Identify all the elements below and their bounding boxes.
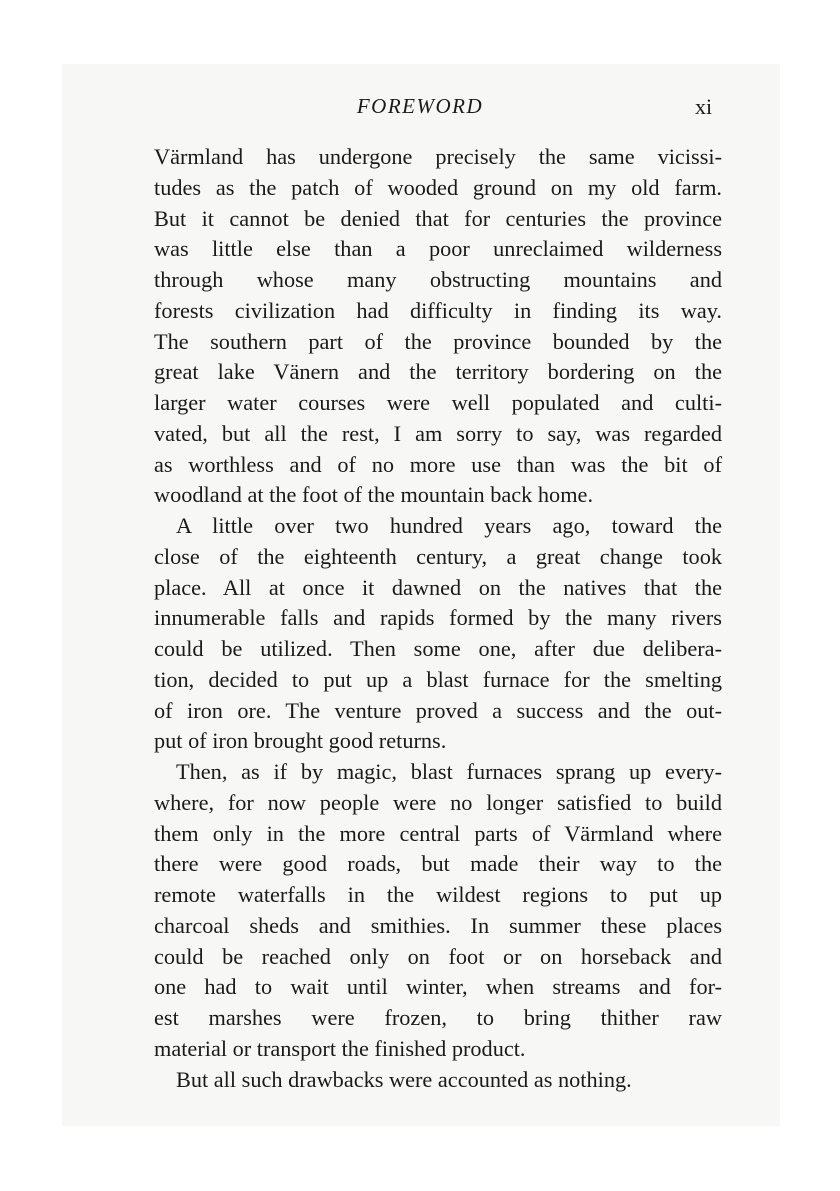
text-line: The southern part of the province bounded by the xyxy=(154,328,722,354)
text-line: tion, decided to put up a blast furnace for the smelting xyxy=(154,666,722,692)
text-line: through whose many obstructing mountains and xyxy=(154,267,722,292)
text-line: woodland at the foot of the mountain back home. xyxy=(154,482,594,508)
text-line: put of iron brought good returns. xyxy=(154,728,447,754)
text-line: tudes as the patch of wooded ground on my old farm. xyxy=(154,174,722,200)
paragraph xyxy=(154,142,722,511)
text-line: as worthless and of no more use than was the bit of xyxy=(154,451,722,477)
text-line: Then, as if by magic, blast furnaces sprang up every- xyxy=(176,759,722,784)
text-line: But all such drawbacks were accounted as nothing. xyxy=(176,1066,632,1092)
text-line: est marshes were frozen, to bring thither raw xyxy=(154,1005,722,1030)
text-line: larger water courses were well populated and culti- xyxy=(154,390,722,415)
running-title: FOREWORD xyxy=(356,94,484,118)
text-line: A little over two hundred years ago, toward the xyxy=(176,513,722,538)
text-line: place. All at once it dawned on the natives that the xyxy=(154,574,722,600)
body-text xyxy=(154,142,722,1095)
text-line: them only in the more central parts of Värmland where xyxy=(154,820,722,846)
text-line: forests civilization had difficulty in finding its way. xyxy=(154,297,722,323)
paragraph xyxy=(154,757,722,1065)
text-line: material or transport the finished product. xyxy=(154,1035,526,1061)
text-line: where, for now people were no longer satisfied to build xyxy=(154,789,722,815)
text-line: one had to wait until winter, when streams and for- xyxy=(154,974,722,1000)
text-line: innumerable falls and rapids formed by the many rivers xyxy=(154,605,722,631)
text-line: vated, but all the rest, I am sorry to say, was regarded xyxy=(154,420,722,446)
text-line: could be utilized. Then some one, after due delibera- xyxy=(154,636,722,661)
text-line: close of the eighteenth century, a great change took xyxy=(154,543,722,569)
text-line: could be reached only on foot or on horseback and xyxy=(154,943,722,969)
text-line: charcoal sheds and smithies. In summer these places xyxy=(154,912,722,938)
text-line: of iron ore. The venture proved a success and the out- xyxy=(154,697,722,723)
paragraph xyxy=(154,511,722,757)
text-line: great lake Vänern and the territory bordering on the xyxy=(154,359,722,385)
text-line: remote waterfalls in the wildest regions to put up xyxy=(154,882,722,907)
text-line: Värmland has undergone precisely the same vicissi- xyxy=(154,144,722,169)
text-line: was little else than a poor unreclaimed wilderness xyxy=(154,236,722,262)
text-line: there were good roads, but made their way to the xyxy=(154,851,722,877)
text-line: But it cannot be denied that for centuries the province xyxy=(154,205,722,231)
paragraph xyxy=(154,1065,722,1096)
page-header xyxy=(0,94,840,124)
page-number: xi xyxy=(695,94,713,119)
